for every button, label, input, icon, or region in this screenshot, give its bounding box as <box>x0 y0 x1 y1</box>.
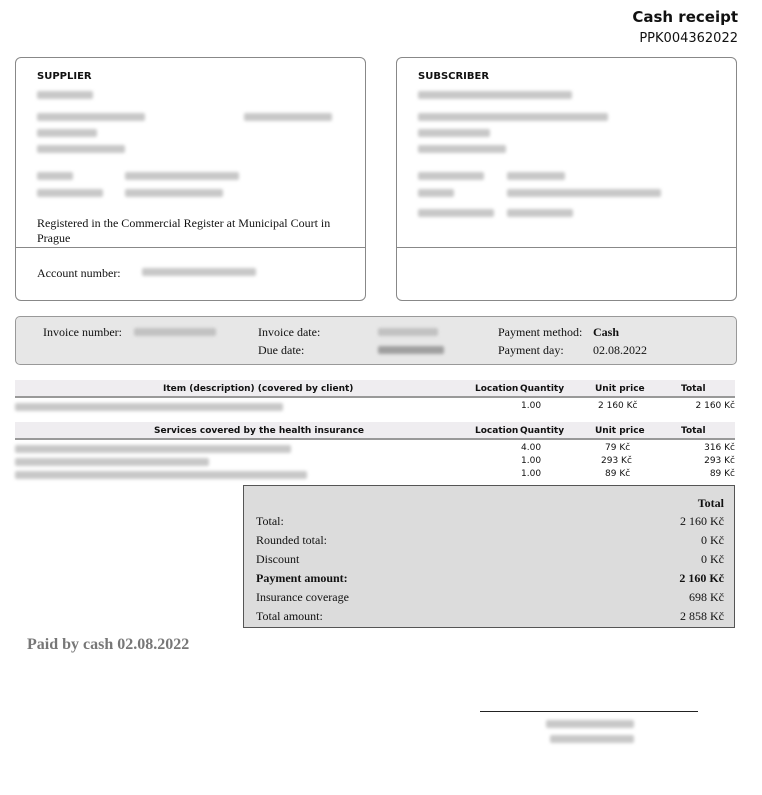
col-total: Total <box>681 426 706 436</box>
supplier-panel <box>15 57 366 301</box>
redacted-item-description <box>15 403 283 411</box>
col-location: Location <box>475 426 519 436</box>
total-amount-value: 2 858 Kč <box>680 609 724 623</box>
col-item: Services covered by the health insurance <box>154 426 365 436</box>
table-row <box>15 400 737 413</box>
invoice-info-box <box>15 316 737 365</box>
redacted-supplier-phone-label <box>37 189 103 197</box>
payment-amount-label: Payment amount: <box>256 571 348 585</box>
col-unit-price: Unit price <box>595 426 645 436</box>
client-items-header <box>15 380 735 398</box>
signature-line <box>480 711 698 712</box>
redacted-item-description <box>15 471 307 479</box>
payment-amount-row <box>256 571 724 587</box>
redacted-subscriber-phone-label <box>418 209 494 217</box>
insurance-coverage-value: 698 Kč <box>689 590 724 604</box>
invoice-number-label: Invoice number: <box>43 325 122 339</box>
redacted-item-description <box>15 458 209 466</box>
total-amount-row <box>256 609 724 625</box>
redacted-subscriber-birth <box>507 172 565 180</box>
payment-day-label: Payment day: <box>498 343 564 357</box>
total-amount-label: Total amount: <box>256 609 323 623</box>
insurance-coverage-row <box>256 590 724 606</box>
table-row <box>15 468 737 481</box>
total-label: Total: <box>256 514 284 528</box>
paid-note: Paid by cash 02.08.2022 <box>27 636 190 653</box>
totals-heading-row <box>256 496 724 512</box>
discount-value: 0 Kč <box>701 552 724 566</box>
redacted-supplier-country <box>37 145 125 153</box>
table-row <box>15 455 737 468</box>
redacted-subscriber-street <box>418 113 608 121</box>
payment-day-value: 02.08.2022 <box>593 343 647 357</box>
totals-box <box>243 485 735 628</box>
redacted-subscriber-phone <box>507 209 573 217</box>
redacted-signature-title <box>550 735 634 743</box>
col-quantity: Quantity <box>520 384 565 394</box>
subscriber-divider <box>397 247 736 248</box>
row-unit-price: 293 Kč <box>601 456 632 466</box>
subscriber-label: SUBSCRIBER <box>418 71 490 82</box>
receipt-number: PPK004362022 <box>639 31 738 46</box>
col-location: Location <box>475 384 519 394</box>
supplier-label: SUPPLIER <box>37 71 92 82</box>
supplier-registration: Registered in the Commercial Register at Municipal Court in Prague <box>37 216 331 245</box>
redacted-supplier-street <box>37 113 145 121</box>
redacted-subscriber-email <box>507 189 661 197</box>
insurance-items-header <box>15 422 735 440</box>
row-total: 316 Kč <box>704 443 735 453</box>
supplier-divider <box>16 247 365 248</box>
redacted-account-number <box>142 268 256 276</box>
redacted-signature-name <box>546 720 634 728</box>
discount-label: Discount <box>256 552 300 566</box>
redacted-subscriber-country <box>418 145 506 153</box>
redacted-supplier-email-label <box>37 172 73 180</box>
payment-method-value: Cash <box>593 325 620 339</box>
discount-row <box>256 552 724 568</box>
row-unit-price: 89 Kč <box>605 469 631 479</box>
redacted-supplier-id <box>244 113 332 121</box>
col-quantity: Quantity <box>520 426 565 436</box>
total-value: 2 160 Kč <box>680 514 724 528</box>
col-total: Total <box>681 384 706 394</box>
redacted-subscriber-name <box>418 91 572 99</box>
row-total: 89 Kč <box>709 469 735 479</box>
invoice-date-label: Invoice date: <box>258 325 321 339</box>
col-item: Item (description) (covered by client) <box>163 384 354 394</box>
redacted-supplier-phone <box>125 189 223 197</box>
redacted-supplier-name <box>37 91 93 99</box>
payment-method-label: Payment method: <box>498 325 583 339</box>
col-unit-price: Unit price <box>595 384 645 394</box>
redacted-subscriber-birth-label <box>418 172 484 180</box>
redacted-item-description <box>15 445 291 453</box>
redacted-invoice-number <box>134 328 216 336</box>
rounded-total-row <box>256 533 724 549</box>
account-number-label: Account number: <box>37 266 121 280</box>
redacted-subscriber-city <box>418 129 490 137</box>
row-quantity: 1.00 <box>521 456 542 466</box>
document-title: Cash receipt <box>632 8 738 26</box>
row-quantity: 1.00 <box>521 469 542 479</box>
totals-heading: Total <box>697 496 724 510</box>
total-row <box>256 514 724 530</box>
subscriber-panel <box>396 57 737 301</box>
row-total: 293 Kč <box>704 456 735 466</box>
row-quantity: 1.00 <box>521 401 542 411</box>
redacted-supplier-email <box>125 172 239 180</box>
row-unit-price: 2 160 Kč <box>598 401 638 411</box>
rounded-total-label: Rounded total: <box>256 533 327 547</box>
due-date-label: Due date: <box>258 343 305 357</box>
row-total: 2 160 Kč <box>695 401 735 411</box>
insurance-coverage-label: Insurance coverage <box>256 590 349 604</box>
redacted-supplier-city <box>37 129 97 137</box>
row-quantity: 4.00 <box>521 443 542 453</box>
redacted-due-date <box>378 346 444 354</box>
redacted-subscriber-email-label <box>418 189 454 197</box>
row-unit-price: 79 Kč <box>605 443 631 453</box>
table-row <box>15 442 737 455</box>
redacted-invoice-date <box>378 328 438 336</box>
rounded-total-value: 0 Kč <box>701 533 724 547</box>
payment-amount-value: 2 160 Kč <box>679 571 724 585</box>
